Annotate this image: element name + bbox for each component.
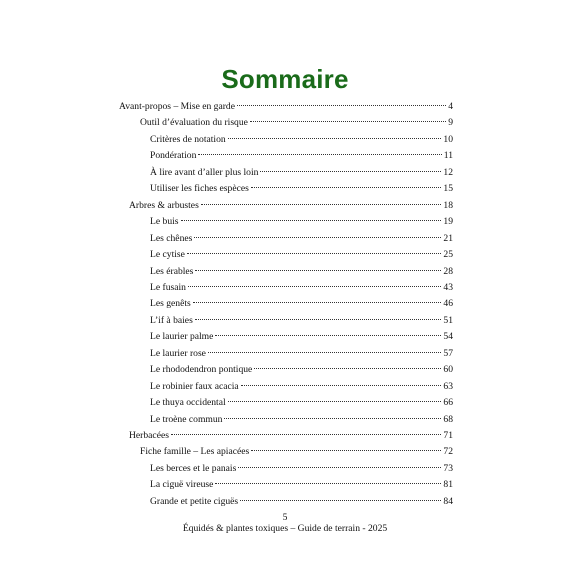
page-title: Sommaire — [221, 64, 349, 94]
dot-leader — [250, 121, 446, 122]
toc-entry[interactable] — [150, 461, 453, 477]
toc-entry-page: 28 — [443, 265, 453, 277]
toc-entry[interactable] — [150, 264, 453, 280]
dot-leader — [195, 270, 441, 271]
dot-leader — [228, 401, 442, 402]
toc-entry-label: Les chênes — [150, 232, 193, 244]
toc-entry-page: 68 — [443, 413, 453, 425]
toc-entry-label: Le cytise — [150, 249, 185, 261]
toc-entry-label: Pondération — [150, 150, 197, 162]
dot-leader — [198, 154, 441, 155]
toc-entry[interactable] — [150, 379, 453, 395]
toc-entry[interactable] — [150, 132, 453, 148]
toc-entry-page: 25 — [443, 249, 453, 261]
toc-entry-page: 43 — [443, 281, 453, 293]
toc-entry[interactable] — [129, 428, 453, 444]
toc-entry-label: Le laurier palme — [150, 331, 214, 343]
toc-entry[interactable] — [150, 346, 453, 362]
toc-entry-page: 15 — [443, 183, 453, 195]
footer-page-number: 5 — [282, 512, 288, 523]
toc-entry-label: L’if à baies — [150, 314, 193, 326]
toc-entry-label: Les berces et le panais — [150, 462, 237, 474]
toc-entry[interactable] — [150, 247, 453, 263]
toc-entry[interactable] — [119, 99, 453, 115]
toc-entry-page: 73 — [443, 462, 453, 474]
toc-entry[interactable] — [140, 444, 453, 460]
toc-entry[interactable] — [150, 412, 453, 428]
toc-entry[interactable] — [150, 362, 453, 378]
dot-leader — [187, 253, 442, 254]
toc-entry-page: 10 — [443, 133, 453, 145]
dot-leader — [228, 138, 442, 139]
toc-entry[interactable] — [150, 148, 453, 164]
toc-entry-page: 72 — [443, 446, 453, 458]
toc-entry-label: Le thuya occidental — [150, 397, 226, 409]
toc-entry-label: Les érables — [150, 265, 194, 277]
toc-entry[interactable] — [129, 198, 453, 214]
toc-entry-page: 60 — [443, 364, 453, 376]
toc-entry[interactable] — [150, 313, 453, 329]
page-footer — [0, 512, 570, 534]
toc-entry-page: 11 — [443, 150, 453, 162]
toc-entry-label: À lire avant d’aller plus loin — [150, 166, 259, 178]
toc-entry-label: Le fusain — [150, 281, 186, 293]
dot-leader — [195, 319, 442, 320]
toc-entry-label: Le rhododendron pontique — [150, 364, 253, 376]
toc-entry[interactable] — [150, 165, 453, 181]
dot-leader — [224, 418, 441, 419]
dot-leader — [201, 204, 442, 205]
toc-entry-page: 18 — [443, 199, 453, 211]
toc-entry-page: 46 — [443, 298, 453, 310]
toc-entry-page: 19 — [443, 216, 453, 228]
dot-leader — [260, 171, 441, 172]
toc-entry-label: Arbres & arbustes — [129, 199, 199, 211]
toc-entry-label: Le buis — [150, 216, 179, 228]
toc-entry-label: Outil d’évaluation du risque — [140, 117, 248, 129]
toc-entry-page: 4 — [448, 101, 453, 112]
toc-entry-page: 81 — [443, 479, 453, 491]
dot-leader — [240, 500, 441, 501]
toc-entry[interactable] — [150, 214, 453, 230]
toc-entry[interactable] — [150, 477, 453, 493]
toc-entry-label: Les genêts — [150, 298, 191, 310]
toc-entry-label: Grande et petite ciguës — [150, 495, 239, 507]
dot-leader — [254, 368, 441, 369]
dot-leader — [215, 483, 441, 484]
dot-leader — [238, 467, 441, 468]
toc-entry[interactable] — [150, 231, 453, 247]
dot-leader — [171, 434, 441, 435]
toc-entry-label: Le robinier faux acacia — [150, 380, 239, 392]
toc-entry-page: 21 — [443, 232, 453, 244]
toc-entry[interactable] — [150, 329, 453, 345]
toc-entry-page: 51 — [443, 314, 453, 326]
toc-entry-label: Critères de notation — [150, 133, 226, 145]
dot-leader — [193, 302, 442, 303]
toc-entry-label: Herbacées — [129, 430, 169, 441]
toc-entry[interactable] — [150, 395, 453, 411]
toc-entry[interactable] — [150, 296, 453, 312]
toc-entry-label: Avant-propos – Mise en garde — [119, 101, 235, 112]
dot-leader — [241, 385, 442, 386]
toc-entry-label: Le troène commun — [150, 413, 223, 425]
toc-entry-page: 9 — [448, 117, 453, 129]
toc-entry-page: 66 — [443, 397, 453, 409]
toc-entry[interactable] — [140, 115, 453, 131]
toc-entry-label: La ciguë vireuse — [150, 479, 214, 491]
dot-leader — [215, 335, 441, 336]
toc-entry-page: 54 — [443, 331, 453, 343]
toc-entry-label: Le laurier rose — [150, 347, 206, 359]
toc-entry-page: 84 — [443, 495, 453, 507]
toc-entry-label: Fiche famille – Les apiacées — [140, 446, 250, 458]
dot-leader — [181, 220, 442, 221]
dot-leader — [251, 450, 441, 451]
dot-leader — [194, 237, 441, 238]
toc-entry-page: 12 — [443, 166, 453, 178]
toc-entry[interactable] — [150, 494, 453, 510]
dot-leader — [237, 105, 446, 106]
dot-leader — [251, 187, 442, 188]
toc-entry-page: 63 — [443, 380, 453, 392]
toc-entry[interactable] — [150, 181, 453, 197]
footer-text: Équidés & plantes toxiques – Guide de terrain - 2025 — [182, 523, 388, 534]
dot-leader — [188, 286, 441, 287]
toc-entry-page: 71 — [443, 430, 453, 441]
toc-entry-page: 57 — [443, 347, 453, 359]
toc-entry-label: Utiliser les fiches espèces — [150, 183, 249, 195]
dot-leader — [208, 352, 441, 353]
toc-entry[interactable] — [150, 280, 453, 296]
